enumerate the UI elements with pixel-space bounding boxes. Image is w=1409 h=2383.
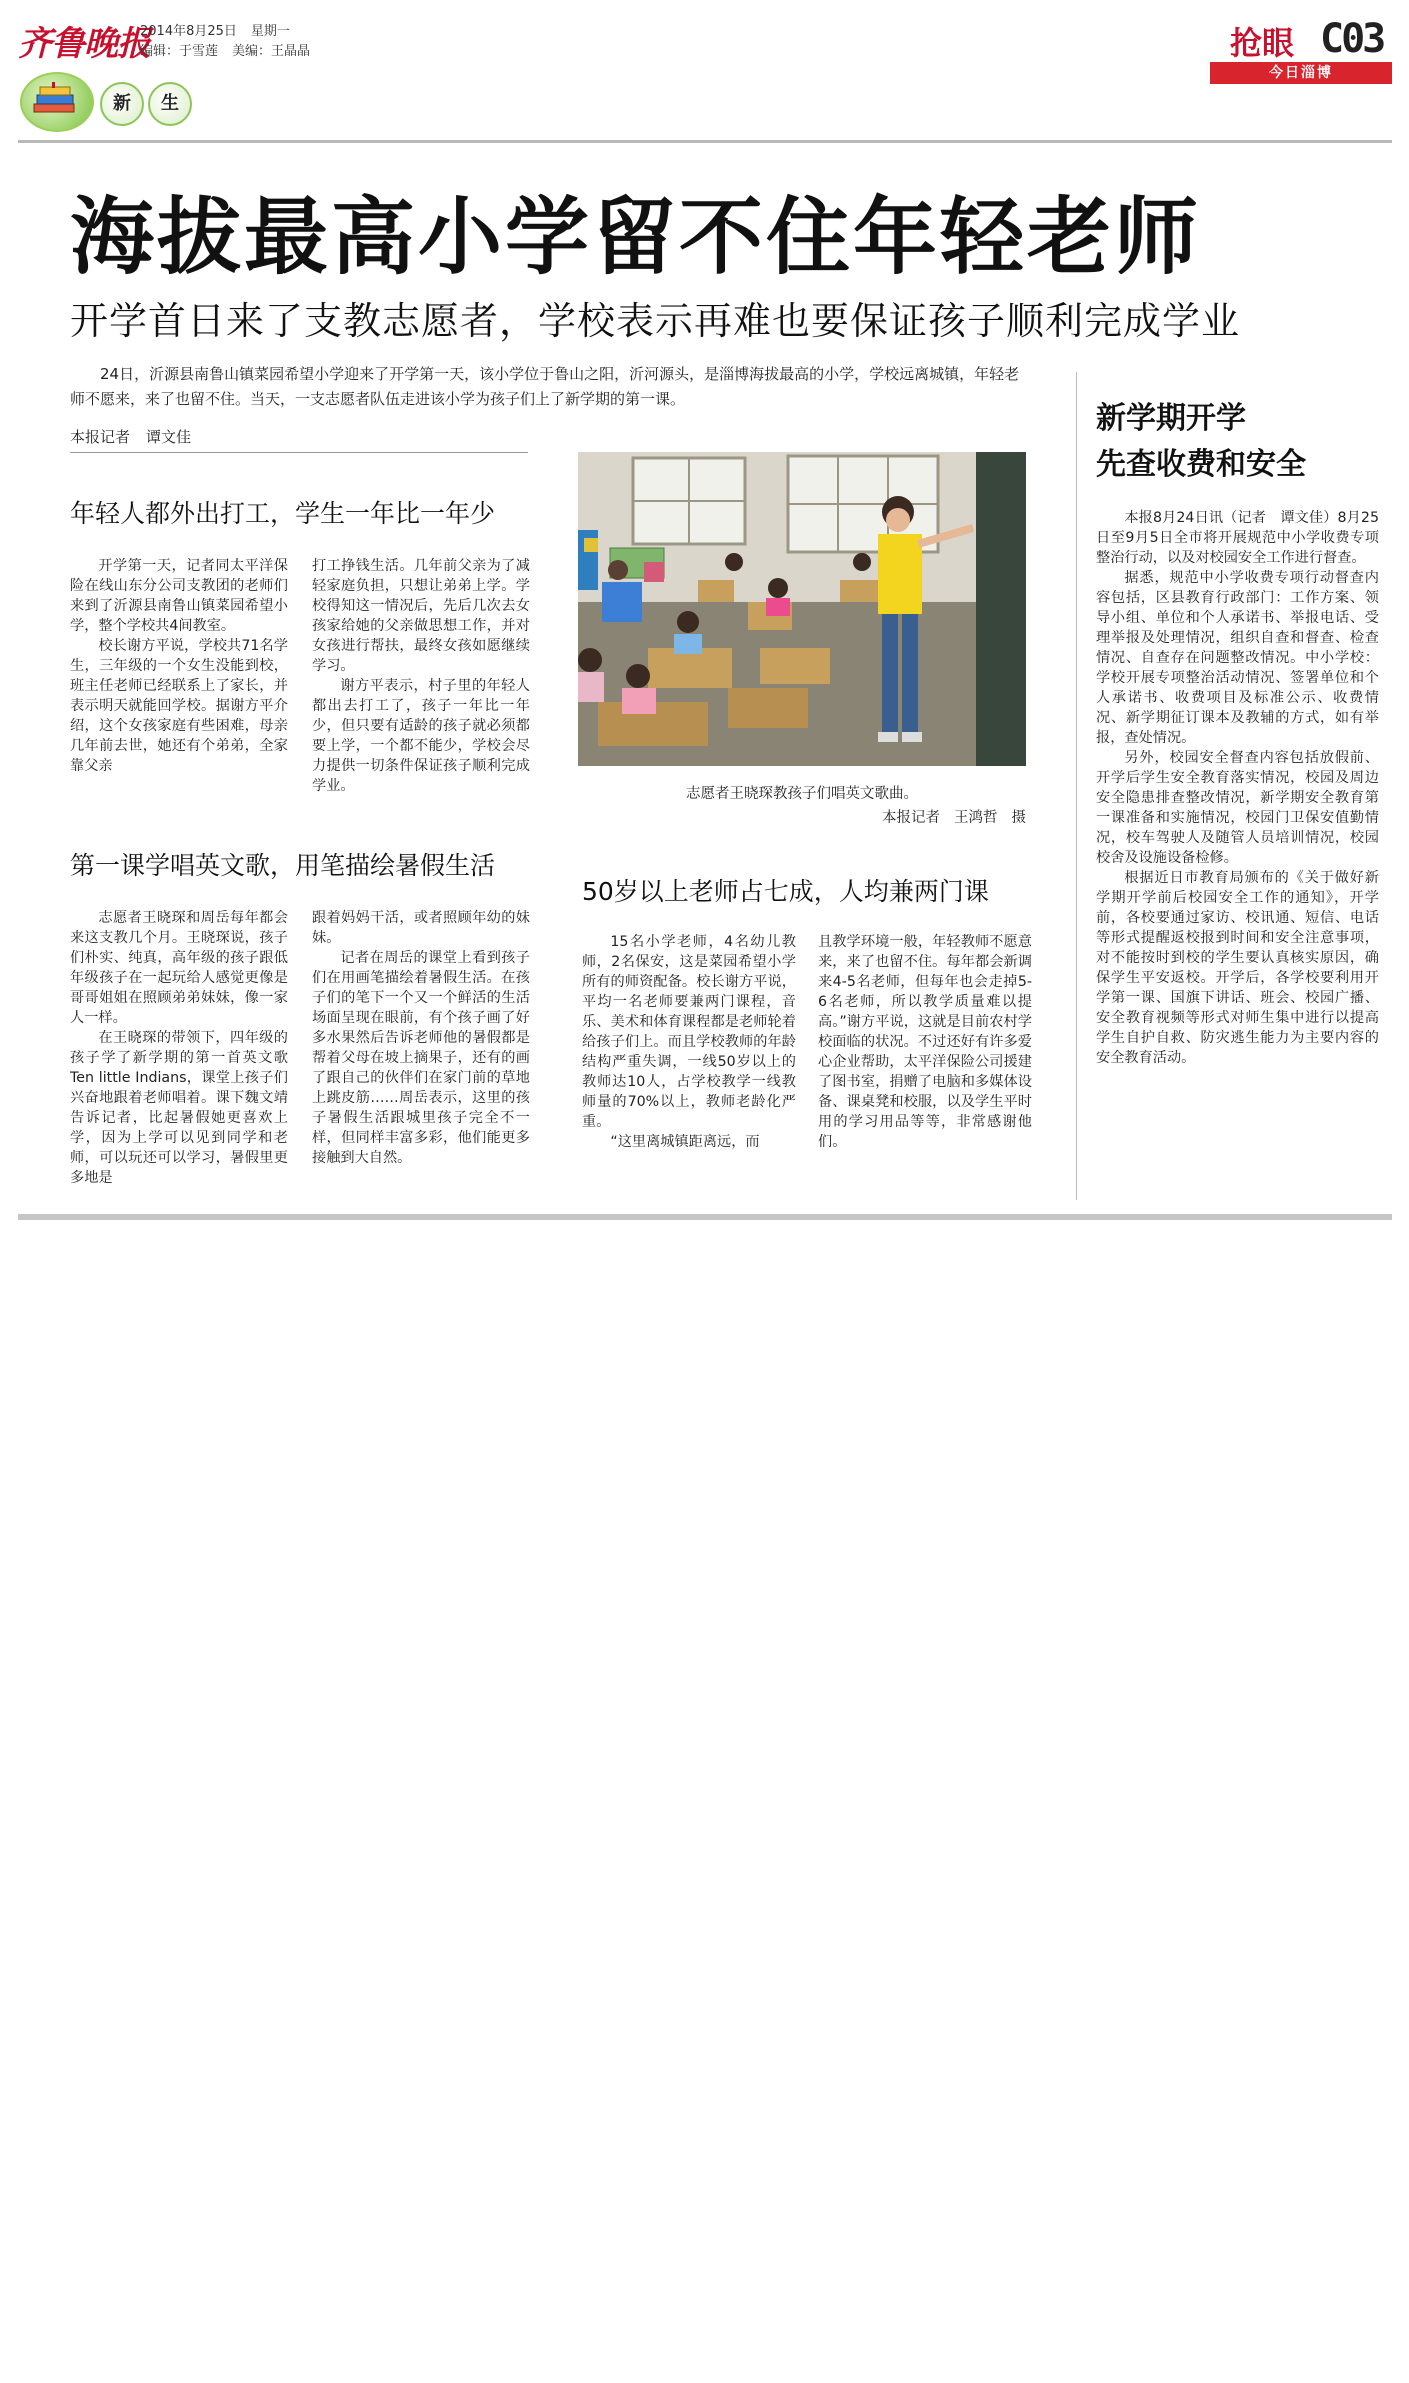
column-badge [20,70,200,132]
page-bottom-divider [18,1214,1392,1220]
issue-date: 2014年8月25日 [140,24,237,39]
paragraph: 15名小学老师，4名幼儿教师，2名保安，这是菜园希望小学所有的师资配备。校长谢方平说，平均一名老师要兼两门课程，音乐、美术和体育课程都是老师轮着给孩子们上。而且学校教师的年龄结构严重失调，一线50岁以上的教师达10人，占学校教学一线教师量的70%以上，教师老龄化严重。 [582,934,796,1130]
paragraph: 据悉，规范中小学收费专项行动督查内容包括，区县教育行政部门：工作方案、领导小组、单位和个人承诺书、举报电话、受理举报及处理情况，组织自查和督查、检查情况、自查存在问题整改情况。中小学校：学校开展专项整治活动情况、签署单位和个人承诺书、收费项目及标准公示、收费情况、新学期征订课本及教辅的方式，如有举报，查处情况。 [1096,570,1379,746]
section-2-column-2 [312,908,530,1168]
editor-credit: 编辑：于雪莲 [140,44,219,59]
staff-line [140,40,324,59]
header-divider [18,140,1392,143]
lead-paragraph: 24日，沂源县南鲁山镇菜园希望小学迎来了开学第一天，该小学位于鲁山之阳，沂河源头，是淄博海拔最高的小学，学校远离城镇，年轻老师不愿来，来了也留不住。当天，一支志愿者队伍走进该小学为孩子们上了新学期的第一课。 [70,365,1020,408]
paragraph: 打工挣钱生活。几年前父亲为了减轻家庭负担，只想让弟弟上学。学校得知这一情况后，先后几次去女孩家给她的父亲做思想工作，并对女孩进行帮扶，最终女孩如愿继续学习。 [312,558,530,674]
sidebar-title [1096,396,1376,488]
classroom-photo [578,452,1026,766]
byline-label: 本报记者 [70,428,131,446]
section-2-title: 第一课学唱英文歌，用笔描绘暑假生活 [70,851,496,880]
designer-credit: 美编：王晶晶 [232,44,311,59]
byline-name: 谭文佳 [146,428,192,446]
section-2-column-1 [70,908,288,1188]
photo-credit-name: 王鸿哲 [954,810,998,826]
paragraph: 记者在周岳的课堂上看到孩子们在用画笔描绘着暑假生活。在孩子们的笔下一个又一个鲜活的生活场面呈现在眼前，有个孩子画了好多水果然后告诉老师他的暑假都是帮着父母在坡上摘果子，还有的画了跟自己的伙伴们在家门前的草地上跳皮筋……周岳表示，这里的孩子暑假生活跟城里孩子完全不一样，但同样丰富多彩，他们能更多接触到大自然。 [312,950,530,1166]
section-1-column-1 [70,556,288,776]
badge-char-2: 生 [148,82,192,126]
paragraph: 在王晓琛的带领下，四年级的孩子学了新学期的第一首英文歌Ten little Indians，课堂上孩子们兴奋地跟着老师唱着。课下魏文靖告诉记者，比起暑假她更喜欢上学，因为上学可以见到同学和老师，可以玩还可以学习，暑假里更多地是 [70,1030,288,1186]
photo-caption: 志愿者王晓琛教孩子们唱英文歌曲。 [686,786,918,802]
paragraph: 校长谢方平说，学校共71名学生，三年级的一个女生没能到校，班主任老师已经联系上了家长，并表示明天就能回学校。据谢方平介绍，这个女孩家庭有些困难，母亲几年前去世，她还有个弟弟，全家靠父亲 [70,638,288,774]
paragraph: 且教学环境一般，年轻教师不愿意来，来了也留不住。每年都会新调来4-5名老师，但每年也会走掉5-6名老师，所以教学质量难以提高。”谢方平说，这就是目前农村学校面临的状况。不过还好有许多爱心企业帮助，太平洋保险公司援建了图书室，捐赠了电脑和多媒体设备、课桌凳和校服，以及学生平时用的学习用品等等，非常感谢他们。 [818,934,1032,1150]
sidebar-body [1096,508,1379,1068]
paragraph: 开学第一天，记者同太平洋保险在线山东分公司支教团的老师们来到了沂源县南鲁山镇菜园希望小学，整个学校共4间教室。 [70,558,288,634]
paragraph: 谢方平表示，村子里的年轻人都出去打工了，孩子一年比一年少，但只要有适龄的孩子就必须都要上学，一个都不能少，学校会尽力提供一切条件保证孩子顺利完成学业。 [312,678,530,794]
paragraph: “这里离城镇距离远，而 [610,1134,760,1150]
photo-credit-label: 本报记者 [882,810,940,826]
section-1-title: 年轻人都外出打工，学生一年比一年少 [70,499,496,528]
paragraph: 志愿者王晓琛和周岳每年都会来这支教几个月。王晓琛说，孩子们朴实、纯真，高年级的孩子跟低年级孩子在一起玩给人感觉更像是哥哥姐姐在照顾弟弟妹妹，像一家人一样。 [70,910,288,1026]
paragraph: 本报8月24日讯（记者 谭文佳）8月25日至9月5日全市将开展规范中小学收费专项整治行动，以及对校园安全工作进行督查。 [1096,510,1379,566]
page-number: C03 [1320,16,1384,62]
headline: 海拔最高小学留不住年轻老师 [70,188,1202,286]
issue-date-line [140,20,304,39]
sidebar-title-line-1: 新学期开学 [1096,401,1246,436]
section-3-title: 50岁以上老师占七成，人均兼两门课 [582,877,989,906]
section-1-column-2 [312,556,530,796]
photo-credit-suffix: 摄 [1011,810,1026,826]
books-icon [32,82,78,116]
byline-divider [70,452,528,453]
byline [70,426,191,447]
sidebar-title-line-2: 先查收费和安全 [1096,447,1306,482]
region-banner: 今日淄博 [1210,62,1392,84]
sidebar-divider [1076,372,1077,1200]
paragraph: 跟着妈妈干活，或者照顾年幼的妹妹。 [312,910,530,946]
classroom-photo-illustration [578,452,1026,766]
section-3-column-1 [582,932,796,1152]
paragraph: 另外，校园安全督查内容包括放假前、开学后学生安全教育落实情况，校园及周边安全隐患排查整改情况，新学期安全教育第一课准备和实施情况，校园门卫保安值勤情况，校车驾驶人及随管人员培训情况，校园校舍及设施设备检修。 [1096,750,1379,866]
section-name: 抢眼 [1230,24,1295,62]
subheadline: 开学首日来了支教志愿者，学校表示再难也要保证孩子顺利完成学业 [70,299,1241,343]
paragraph: 根据近日市教育局颁布的《关于做好新学期开学前后校园安全工作的通知》，开学前，各校要通过家访、校讯通、短信、电话等形式提醒返校报到时间和安全注意事项，对不能按时到校的学生要认真核实原因，确保学生平安返校。开学后，各学校要利用开学第一课、国旗下讲话、班会、校园广播、安全教育视频等形式对师生集中进行以提高学生自护自救、防灾逃生能力为主要内容的安全教育活动。 [1096,870,1379,1066]
photo-credit [578,806,1026,827]
section-3-column-2 [818,932,1032,1152]
badge-char-1: 新 [100,82,144,126]
issue-weekday: 星期一 [250,24,290,39]
newspaper-masthead: 齐鲁晚报 [18,24,150,64]
